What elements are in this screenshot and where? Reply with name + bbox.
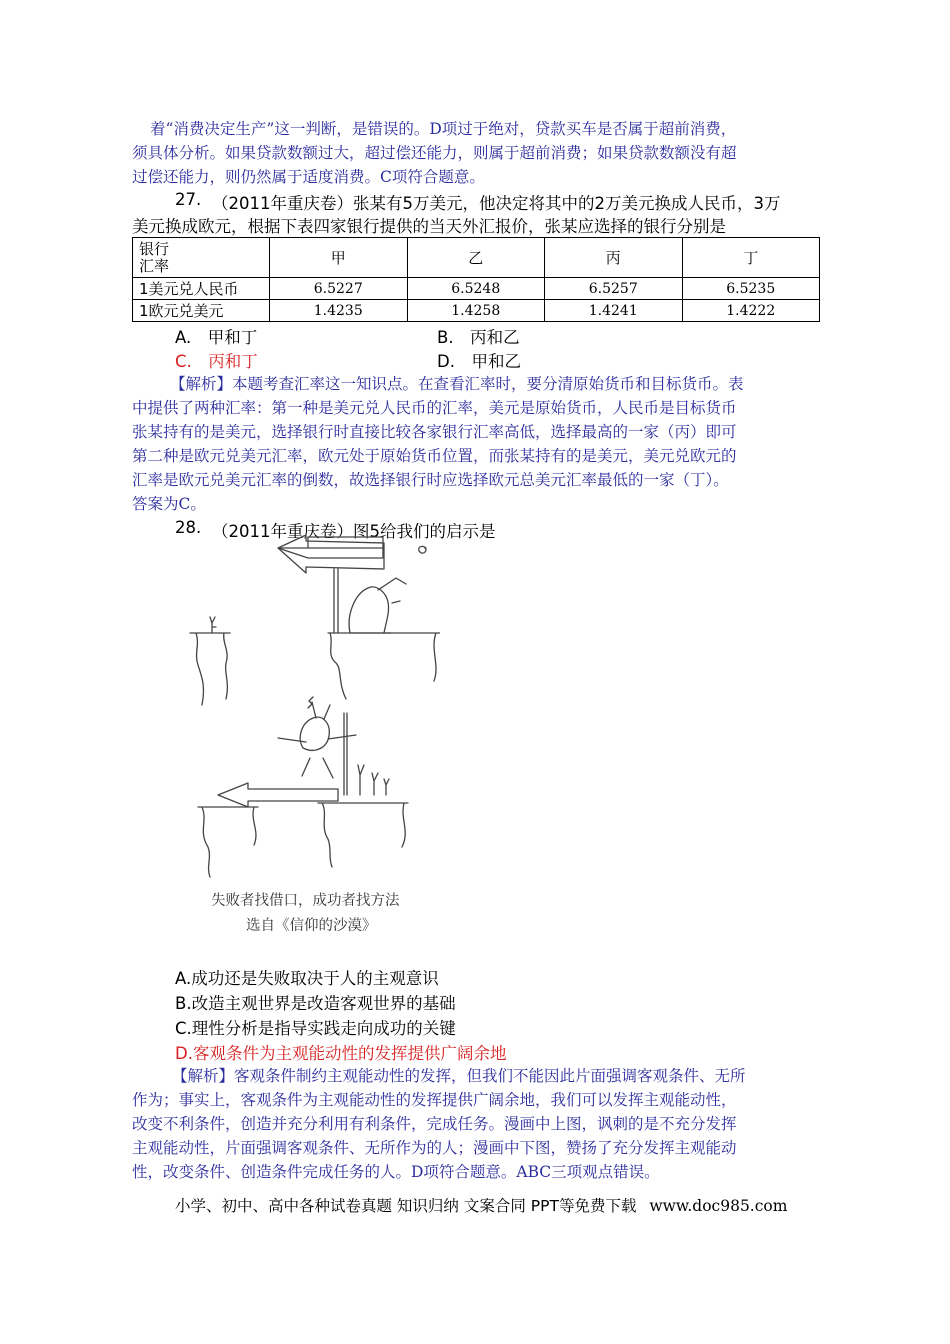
- bank-header-ding: 丁: [682, 238, 820, 278]
- intro-analysis-line-2: 须具体分析。如果贷款数额过大，超过偿还能力，则属于超前消费；如果贷款数额没有超: [132, 144, 737, 162]
- rate-cell: 6.5257: [545, 278, 683, 300]
- rate-cell: 1.4222: [682, 300, 820, 322]
- q27-analysis-line-2: 中提供了两种汇率：第一种是美元兑人民币的汇率，美元是原始货币，人民币是目标货币: [132, 399, 737, 417]
- sign-pole: [334, 569, 338, 633]
- q27-analysis-line-1: 【解析】本题考查汇率这一知识点。在查看汇率时，要分清原始货币和目标货币。表: [170, 375, 744, 393]
- table-row: [133, 278, 820, 300]
- cartoon-illustration: [178, 533, 440, 943]
- q28-option-d: D.客观条件为主观能动性的发挥提供广阔余地: [175, 1044, 507, 1063]
- row-label-usd-cny: 1美元兑人民币: [133, 278, 270, 300]
- cartoon-caption-2: 选自《信仰的沙漠》: [246, 918, 377, 934]
- row-label-eur-usd: 1欧元兑美元: [133, 300, 270, 322]
- q27-option-d: D. 甲和乙: [437, 352, 521, 371]
- arrow-sign-icon: [278, 535, 384, 573]
- bank-header-jia: 甲: [270, 238, 408, 278]
- rate-cell: 1.4258: [407, 300, 545, 322]
- intro-analysis-line-1: 着“消费决定生产”这一判断，是错误的。D项过于绝对，贷款买车是否属于超前消费，: [150, 120, 737, 138]
- q28-stem: （2011年重庆卷）图5给我们的启示是: [212, 522, 496, 541]
- q28-analysis-line-5: 性，改变条件、创造条件完成任务的人。D项符合题意。ABC三项观点错误。: [132, 1163, 660, 1181]
- q28-analysis-line-1: 【解析】客观条件制约主观能动性的发挥，但我们不能因此片面强调客观条件、无所: [172, 1067, 746, 1085]
- q28-analysis-line-3: 改变不利条件，创造并充分利用有利条件，完成任务。漫画中上图，讽刺的是不充分发挥: [132, 1115, 737, 1133]
- rate-cell: 1.4235: [270, 300, 408, 322]
- footer-url-link[interactable]: www.doc985.com: [649, 1197, 788, 1215]
- spiral-doodle: [419, 546, 426, 553]
- bottom-post: [344, 713, 347, 795]
- table-corner-cell: [133, 238, 270, 278]
- corner-label-rate: 汇率: [139, 257, 170, 275]
- q27-analysis-line-5: 汇率是欧元兑美元汇率的倒数，故选择银行时应选择欧元总美元汇率最低的一家（丁）。: [132, 471, 729, 489]
- sulking-rabbit: [349, 587, 388, 633]
- q28-analysis-line-4: 主观能动性，片面强调客观条件、无所作为的人；漫画中下图，赞扬了充分发挥主观能动: [132, 1139, 737, 1157]
- q28-number: 28.: [175, 518, 202, 537]
- q28-analysis-line-2: 作为；事实上，客观条件为主观能动性的发挥提供广阔余地，我们可以发挥主观能动性，: [132, 1091, 737, 1109]
- table-header-row: [133, 238, 820, 278]
- exchange-rate-table: [132, 237, 820, 322]
- bank-header-bing: 丙: [545, 238, 683, 278]
- rate-cell: 6.5248: [407, 278, 545, 300]
- right-cliff-top: [328, 633, 440, 699]
- cartoon-caption-1: 失败者找借口，成功者找方法: [211, 893, 400, 909]
- q28-option-c: C.理性分析是指导实践走向成功的关键: [175, 1019, 456, 1038]
- q28-option-a: A.成功还是失败取决于人的主观意识: [175, 969, 439, 988]
- q27-option-b: B. 丙和乙: [437, 328, 520, 347]
- table-row: [133, 300, 820, 322]
- corner-label-bank: 银行: [139, 240, 170, 258]
- q27-analysis-line-4: 第二种是欧元兑美元汇率，欧元处于原始货币位置，而张某持有的是美元，美元兑欧元的: [132, 447, 737, 465]
- q27-analysis-line-3: 张某持有的是美元，选择银行时直接比较各家银行汇率高低，选择最高的一家（丙）即可: [132, 423, 737, 441]
- left-cliff-top: [190, 633, 230, 705]
- q27-option-c: C. 丙和丁: [175, 352, 258, 371]
- q27-stem-line-2: 美元换成欧元，根据下表四家银行提供的当天外汇报价，张某应选择的银行分别是: [132, 217, 726, 236]
- rabbits-group: [358, 765, 389, 795]
- q27-analysis-line-6: 答案为C。: [132, 495, 206, 513]
- rate-cell: 6.5227: [270, 278, 408, 300]
- rate-cell: 1.4241: [545, 300, 683, 322]
- footer-text: 小学、初中、高中各种试卷真题 知识归纳 文案合同 PPT等免费下载: [175, 1197, 637, 1215]
- q28-option-b: B.改造主观世界是改造客观世界的基础: [175, 994, 456, 1013]
- small-rabbit-left: [210, 617, 216, 633]
- left-cliff-bottom: [198, 807, 258, 877]
- intro-analysis-line-3: 过偿还能力，则仍然属于适度消费。C项符合题意。: [132, 168, 485, 186]
- page-footer: [175, 1194, 787, 1216]
- right-cliff-bottom: [318, 803, 408, 867]
- q27-number: 27.: [175, 190, 202, 209]
- q27-option-a: A. 甲和丁: [175, 328, 258, 347]
- rate-cell: 6.5235: [682, 278, 820, 300]
- jumping-rabbit: [300, 717, 329, 750]
- q27-stem-line-1: （2011年重庆卷）张某有5万美元，他决定将其中的2万美元换成人民币，3万: [212, 194, 781, 213]
- bank-header-yi: 乙: [407, 238, 545, 278]
